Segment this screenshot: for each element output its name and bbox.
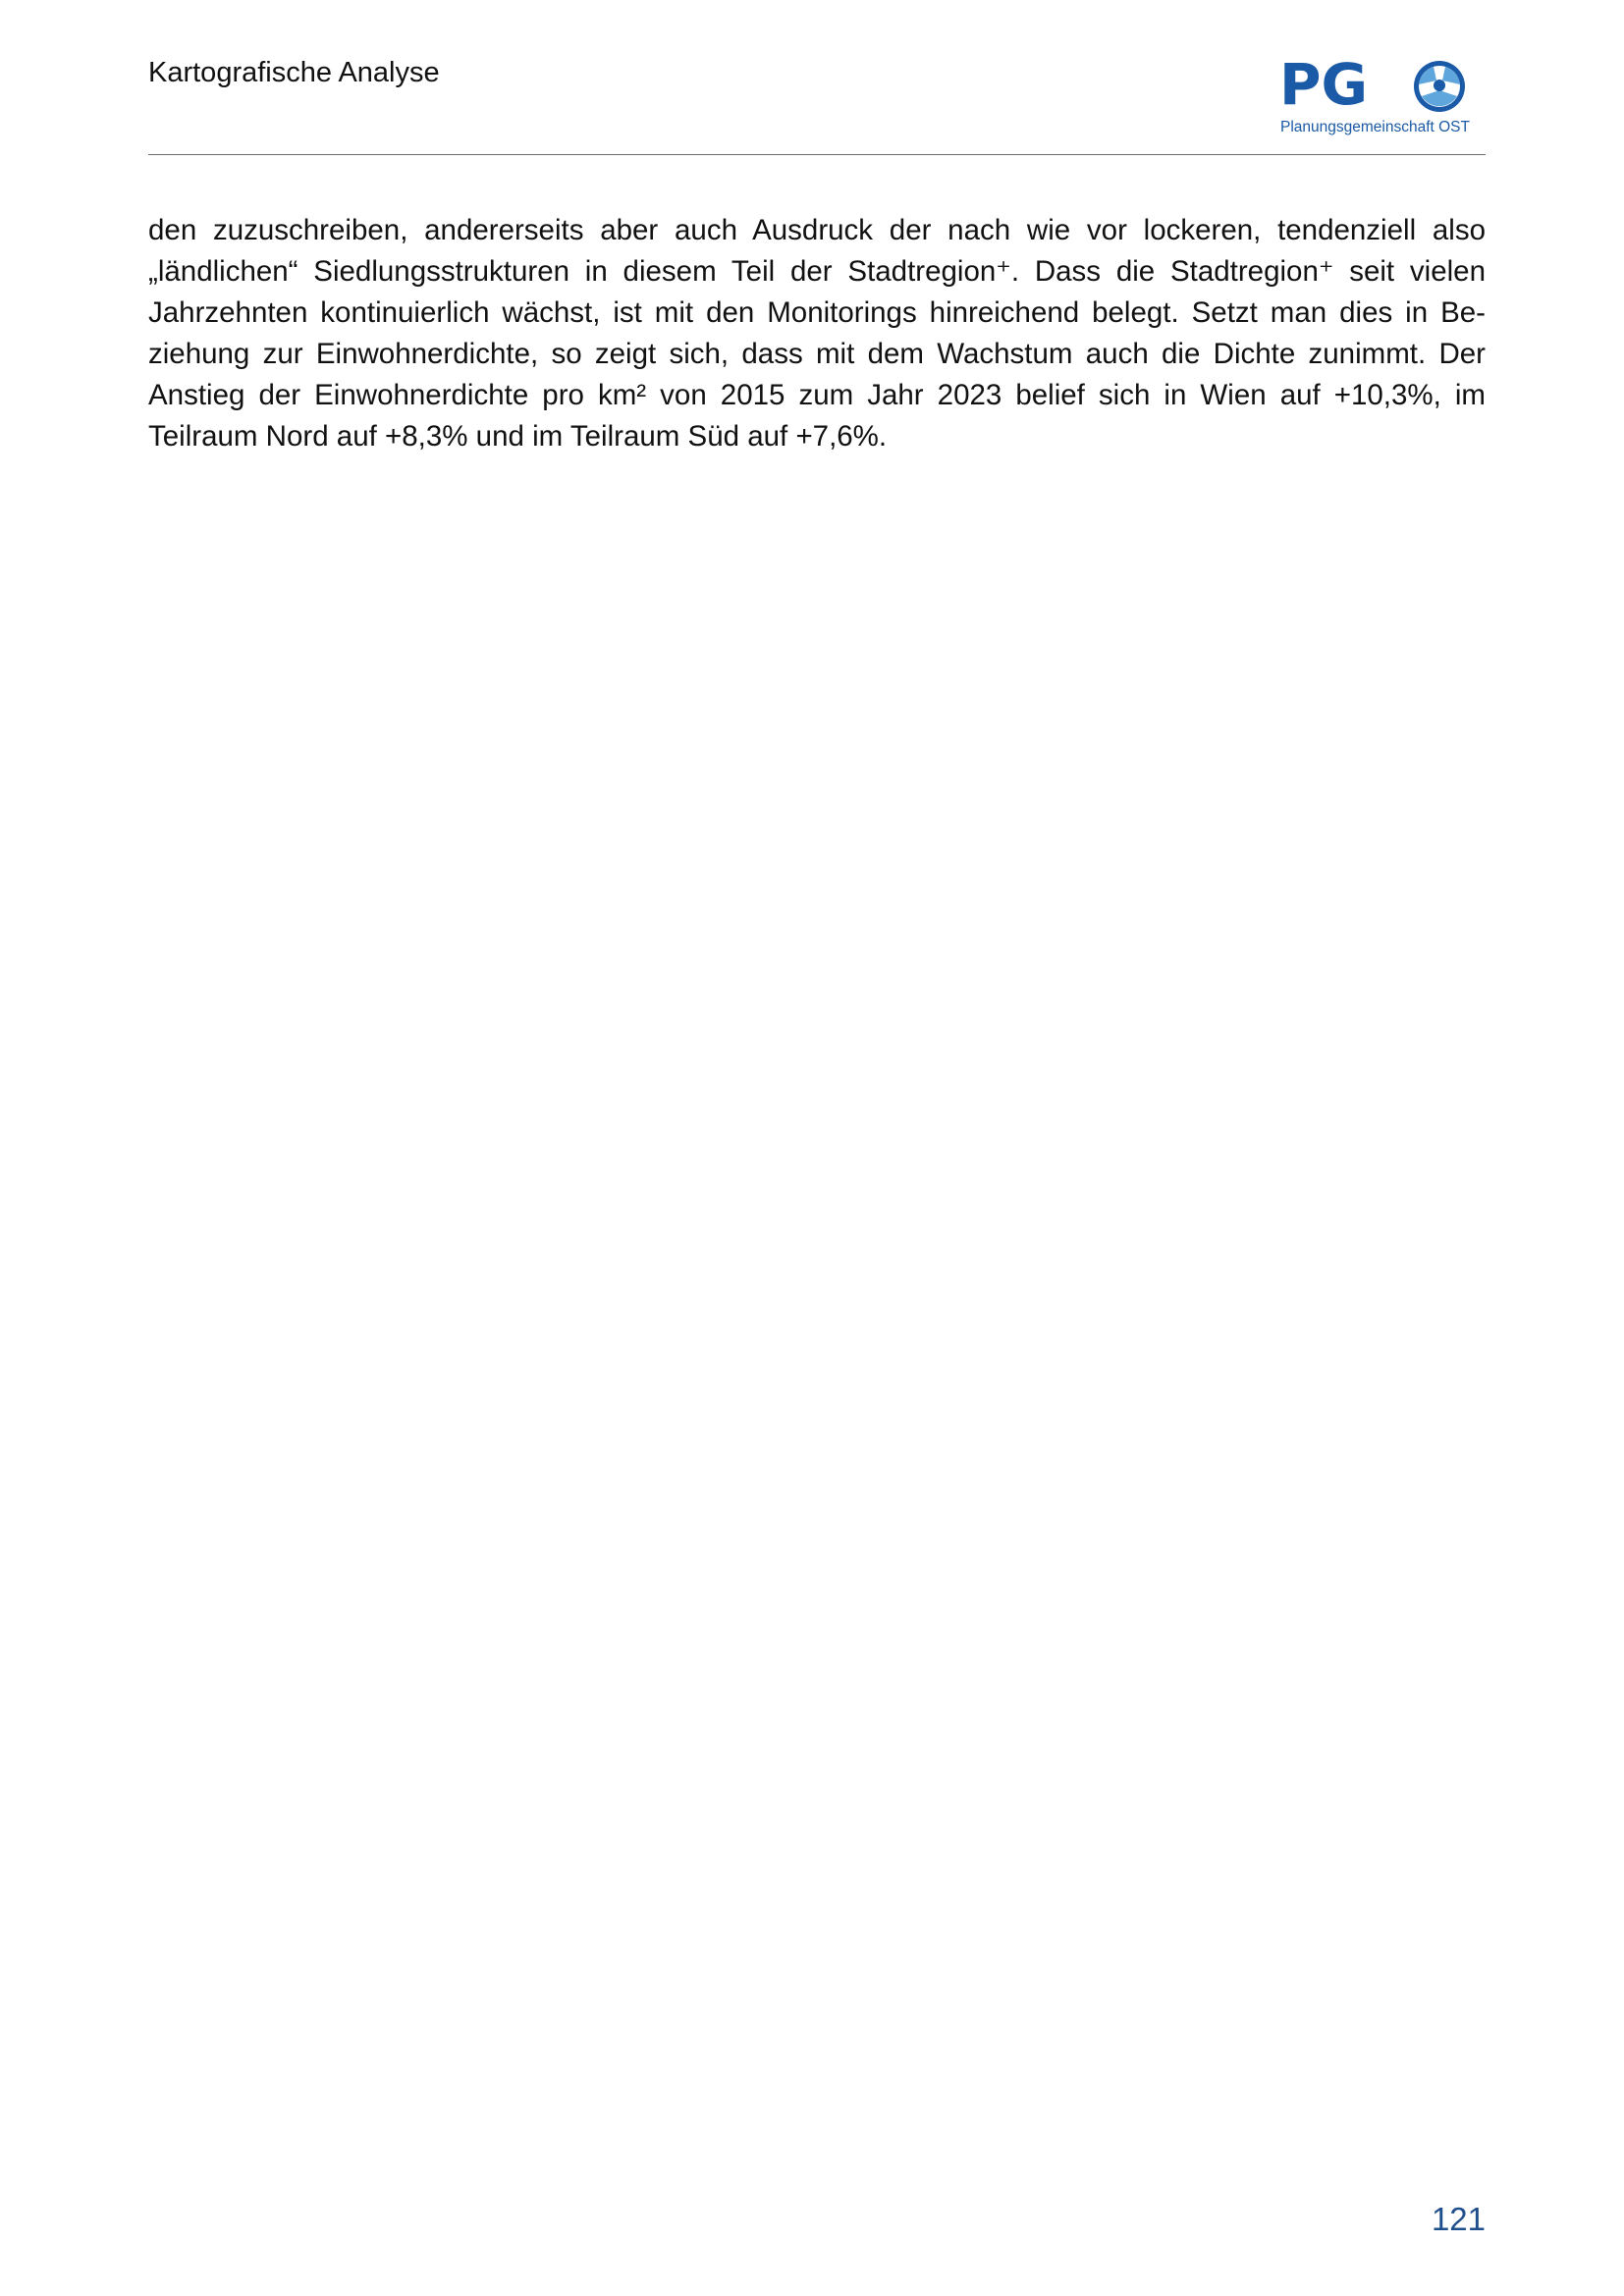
page-number: 121 xyxy=(1431,2201,1486,2237)
logo-caption: Planungsgemeinschaft OST xyxy=(1280,119,1470,135)
logo-circle-icon xyxy=(1414,61,1465,112)
page-section-title: Kartografische Analyse xyxy=(148,57,440,88)
page-header xyxy=(148,0,1486,155)
logo-graphic xyxy=(1279,57,1486,139)
header-divider xyxy=(148,154,1486,155)
body-paragraph: den zuzuschreiben, andererseits aber auch Ausdruck der nach wie vor lockeren, tendenziell also „ländlichen“ Siedlungsstrukturen in diesem Teil der Stadtregion⁺. Dass die Stadtregion⁺ seit vielen Jahrzehnten kontinuierlich wächst, ist mit den Monitorings hinreichend belegt. Setzt man dies in Beziehung zur Einwohnerdichte, so zeigt sich, dass mit dem Wachstum auch die Dichte zunimmt. Der Anstieg der Einwohnerdichte pro km² von 2015 zum Jahr 2023 belief sich in Wien auf +10,3%, im Teilraum Nord auf +8,3% und im Teilraum Süd auf +7,6%. xyxy=(148,214,1486,453)
logo-mark-text: PG xyxy=(1279,57,1369,118)
pg-logo xyxy=(1279,57,1486,139)
